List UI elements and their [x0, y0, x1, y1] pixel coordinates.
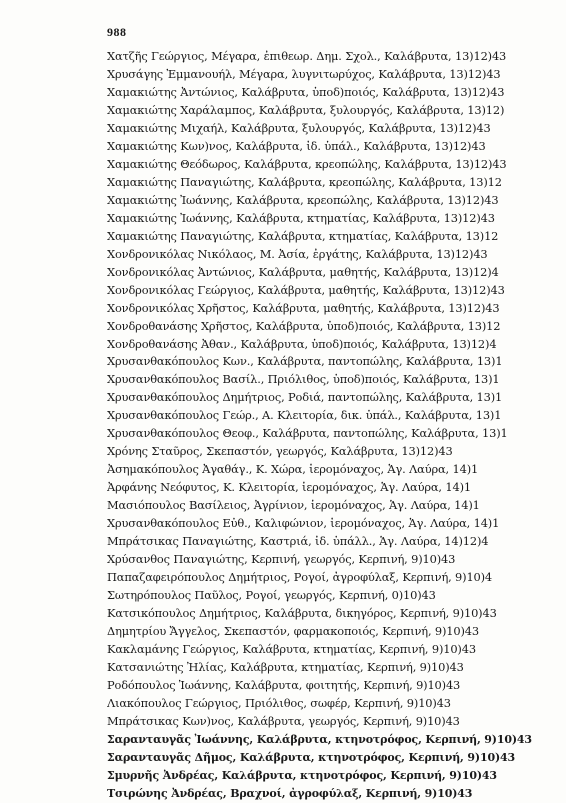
list-item: Ροδόπουλος Ἰωάννης, Καλάβρυτα, φοιτητής, Κερπινή, 9)10)43	[107, 677, 461, 692]
list-item: Χονδρονικόλας Ἀντώνιος, Καλάβρυτα, μαθητής, Καλάβρυτα, 13)12)4	[107, 264, 499, 279]
list-item: Παπαζαφειρόπουλος Δημήτριος, Ρογοί, ἀγροφύλαξ, Κερπινή, 9)10)4	[107, 570, 493, 585]
list-item: Χαμακιώτης Χαράλαμπος, Καλάβρυτα, ξυλουργός, Καλάβρυτα, 13)12)	[107, 102, 505, 117]
list-item: Χονδροθανάσης Χρῆστος, Καλάβρυτα, ὑποδ)ποιός, Καλάβρυτα, 13)12	[107, 318, 501, 333]
list-item: Χαμακιώτης Παναγιώτης, Καλάβρυτα, κρεοπώλης, Καλάβρυτα, 13)12	[107, 174, 502, 189]
list-item: Χονδρονικόλας Νικόλαος, Μ. Ἀσία, ἐργάτης, Καλάβρυτα, 13)12)43	[107, 246, 488, 261]
list-item: Κατσανιώτης Ἠλίας, Καλάβρυτα, κτηματίας, Κερπινή, 9)10)43	[107, 659, 464, 674]
list-item: Χονδρονικόλας Γεώργιος, Καλάβρυτα, μαθητής, Καλάβρυτα, 13)12)43	[107, 282, 505, 297]
list-item: Χαμακιώτης Ἰωάννης, Καλάβρυτα, κτηματίας, Καλάβρυτα, 13)12)43	[107, 210, 495, 225]
list-item: Χαμακιώτης Μιχαήλ, Καλάβρυτα, ξυλουργός, Καλάβρυτα, 13)12)43	[107, 120, 491, 135]
list-item: Χρυσανθακόπουλος Βασίλ., Πριόλιθος, ὑποδ)ποιός, Καλάβρυτα, 13)1	[107, 372, 500, 387]
list-item: Χαμακιώτης Ἀντώνιος, Καλάβρυτα, ὑποδ)ποιός, Καλάβρυτα, 13)12)43	[107, 84, 505, 99]
list-item: Κατσικόπουλος Δημήτριος, Καλάβρυτα, δικηγόρος, Κερπινή, 9)10)43	[107, 606, 497, 621]
list-item: Χρόνης Σταῦρος, Σκεπαστόν, γεωργός, Καλάβρυτα, 13)12)43	[107, 444, 453, 459]
list-item: Σωτηρόπουλος Παῦλος, Ρογοί, γεωργός, Κερπινή, 0)10)43	[107, 588, 436, 603]
list-item: Χρύσανθος Παναγιώτης, Κερπινή, γεωργός, Κερπινή, 9)10)43	[107, 552, 456, 567]
list-item: Χατζῆς Γεώργιος, Μέγαρα, ἐπιθεωρ. Δημ. Σχολ., Καλάβρυτα, 13)12)43	[107, 49, 507, 63]
list-item: Χρυσανθακόπουλος Εὐθ., Καλιφώνιον, ἱερομόναχος, Ἁγ. Λαύρα, 14)1	[107, 516, 500, 531]
list-item: Χαμακιώτης Θεόδωρος, Καλάβρυτα, κρεοπώλης, Καλάβρυτα, 13)12)43	[107, 156, 507, 171]
list-item: Σμυρνῆς Ἀνδρέας, Καλάβρυτα, κτηνοτρόφος, Κερπινή, 9)10)43	[107, 768, 497, 782]
list-item: Μπράτσικας Κων)νος, Καλάβρυτα, γεωργός, Κερπινή, 9)10)43	[107, 713, 460, 728]
list-item: Χρυσανθακόπουλος Δημήτριος, Ροδιά, παντοπώλης, Καλάβρυτα, 13)1	[107, 390, 503, 405]
list-item: Ἀρφάνης Νεόφυτος, Κ. Κλειτορία, ἱερομόναχος, Ἁγ. Λαύρα, 14)1	[107, 480, 471, 495]
list-item: Χρυσανθακόπουλος Κων., Καλάβρυτα, παντοπώλης, Καλάβρυτα, 13)1	[107, 354, 503, 369]
list-item: Δημητρίου Ἄγγελος, Σκεπαστόν, φαρμακοποιός, Κερπινή, 9)10)43	[107, 624, 479, 638]
list-item: Χρυσανθακόπουλος Γεώρ., Α. Κλειτορία, δικ. ὑπάλ., Καλάβρυτα, 13)1	[107, 408, 502, 423]
list-item: Χαμακιώτης Κων)νος, Καλάβρυτα, ἰδ. ὑπάλ., Καλάβρυτα, 13)12)43	[107, 138, 486, 153]
list-item: Μασιόπουλος Βασίλειος, Ἀγρίνιον, ἱερομόναχος, Ἁγ. Λαύρα, 14)1	[107, 498, 480, 513]
list-item: Τσιρώνης Ἀνδρέας, Βραχνοί, ἀγροφύλαξ, Κερπινή, 9)10)43	[107, 786, 473, 800]
entry-list	[107, 48, 566, 803]
page-number: 988	[107, 25, 127, 39]
list-item: Σαρανταυγᾶς Ἰωάννης, Καλάβρυτα, κτηνοτρόφος, Κερπινή, 9)10)43	[107, 732, 532, 746]
list-item: Χρυσάγης Ἐμμανουήλ, Μέγαρα, λυγνιτωρύχος, Καλάβρυτα, 13)12)43	[107, 66, 501, 81]
list-item: Ἀσημακόπουλος Ἀγαθάγ., Κ. Χώρα, ἱερομόναχος, Ἁγ. Λαύρα, 14)1	[107, 462, 479, 477]
list-item: Λιακόπουλος Γεώργιος, Πριόλιθος, σωφέρ, Κερπινή, 9)10)43	[107, 695, 451, 710]
list-item: Μπράτσικας Παναγιώτης, Καστριά, ἰδ. ὑπάλλ., Ἁγ. Λαύρα, 14)12)4	[107, 534, 489, 549]
list-item: Χονδροθανάσης Ἀθαν., Καλάβρυτα, ὑποδ)ποιός, Καλάβρυτα, 13)12)4	[107, 336, 497, 351]
list-item: Χρυσανθακόπουλος Θεοφ., Καλάβρυτα, παντοπώλης, Καλάβρυτα, 13)1	[107, 426, 508, 441]
list-item: Χαμακιώτης Παναγιώτης, Καλάβρυτα, κτηματίας, Καλάβρυτα, 13)12	[107, 228, 499, 243]
list-item: Κακλαμάνης Γεώργιος, Καλάβρυτα, κτηματίας, Κερπινή, 9)10)43	[107, 641, 476, 656]
list-item: Χονδρονικόλας Χρῆστος, Καλάβρυτα, μαθητής, Καλάβρυτα, 13)12)43	[107, 300, 500, 315]
list-item: Χαμακιώτης Ἰωάννης, Καλάβρυτα, κρεοπώλης, Καλάβρυτα, 13)12)43	[107, 192, 499, 207]
list-item: Σαρανταυγᾶς Δῆμος, Καλάβρυτα, κτηνοτρόφος, Κερπινή, 9)10)43	[107, 750, 516, 764]
